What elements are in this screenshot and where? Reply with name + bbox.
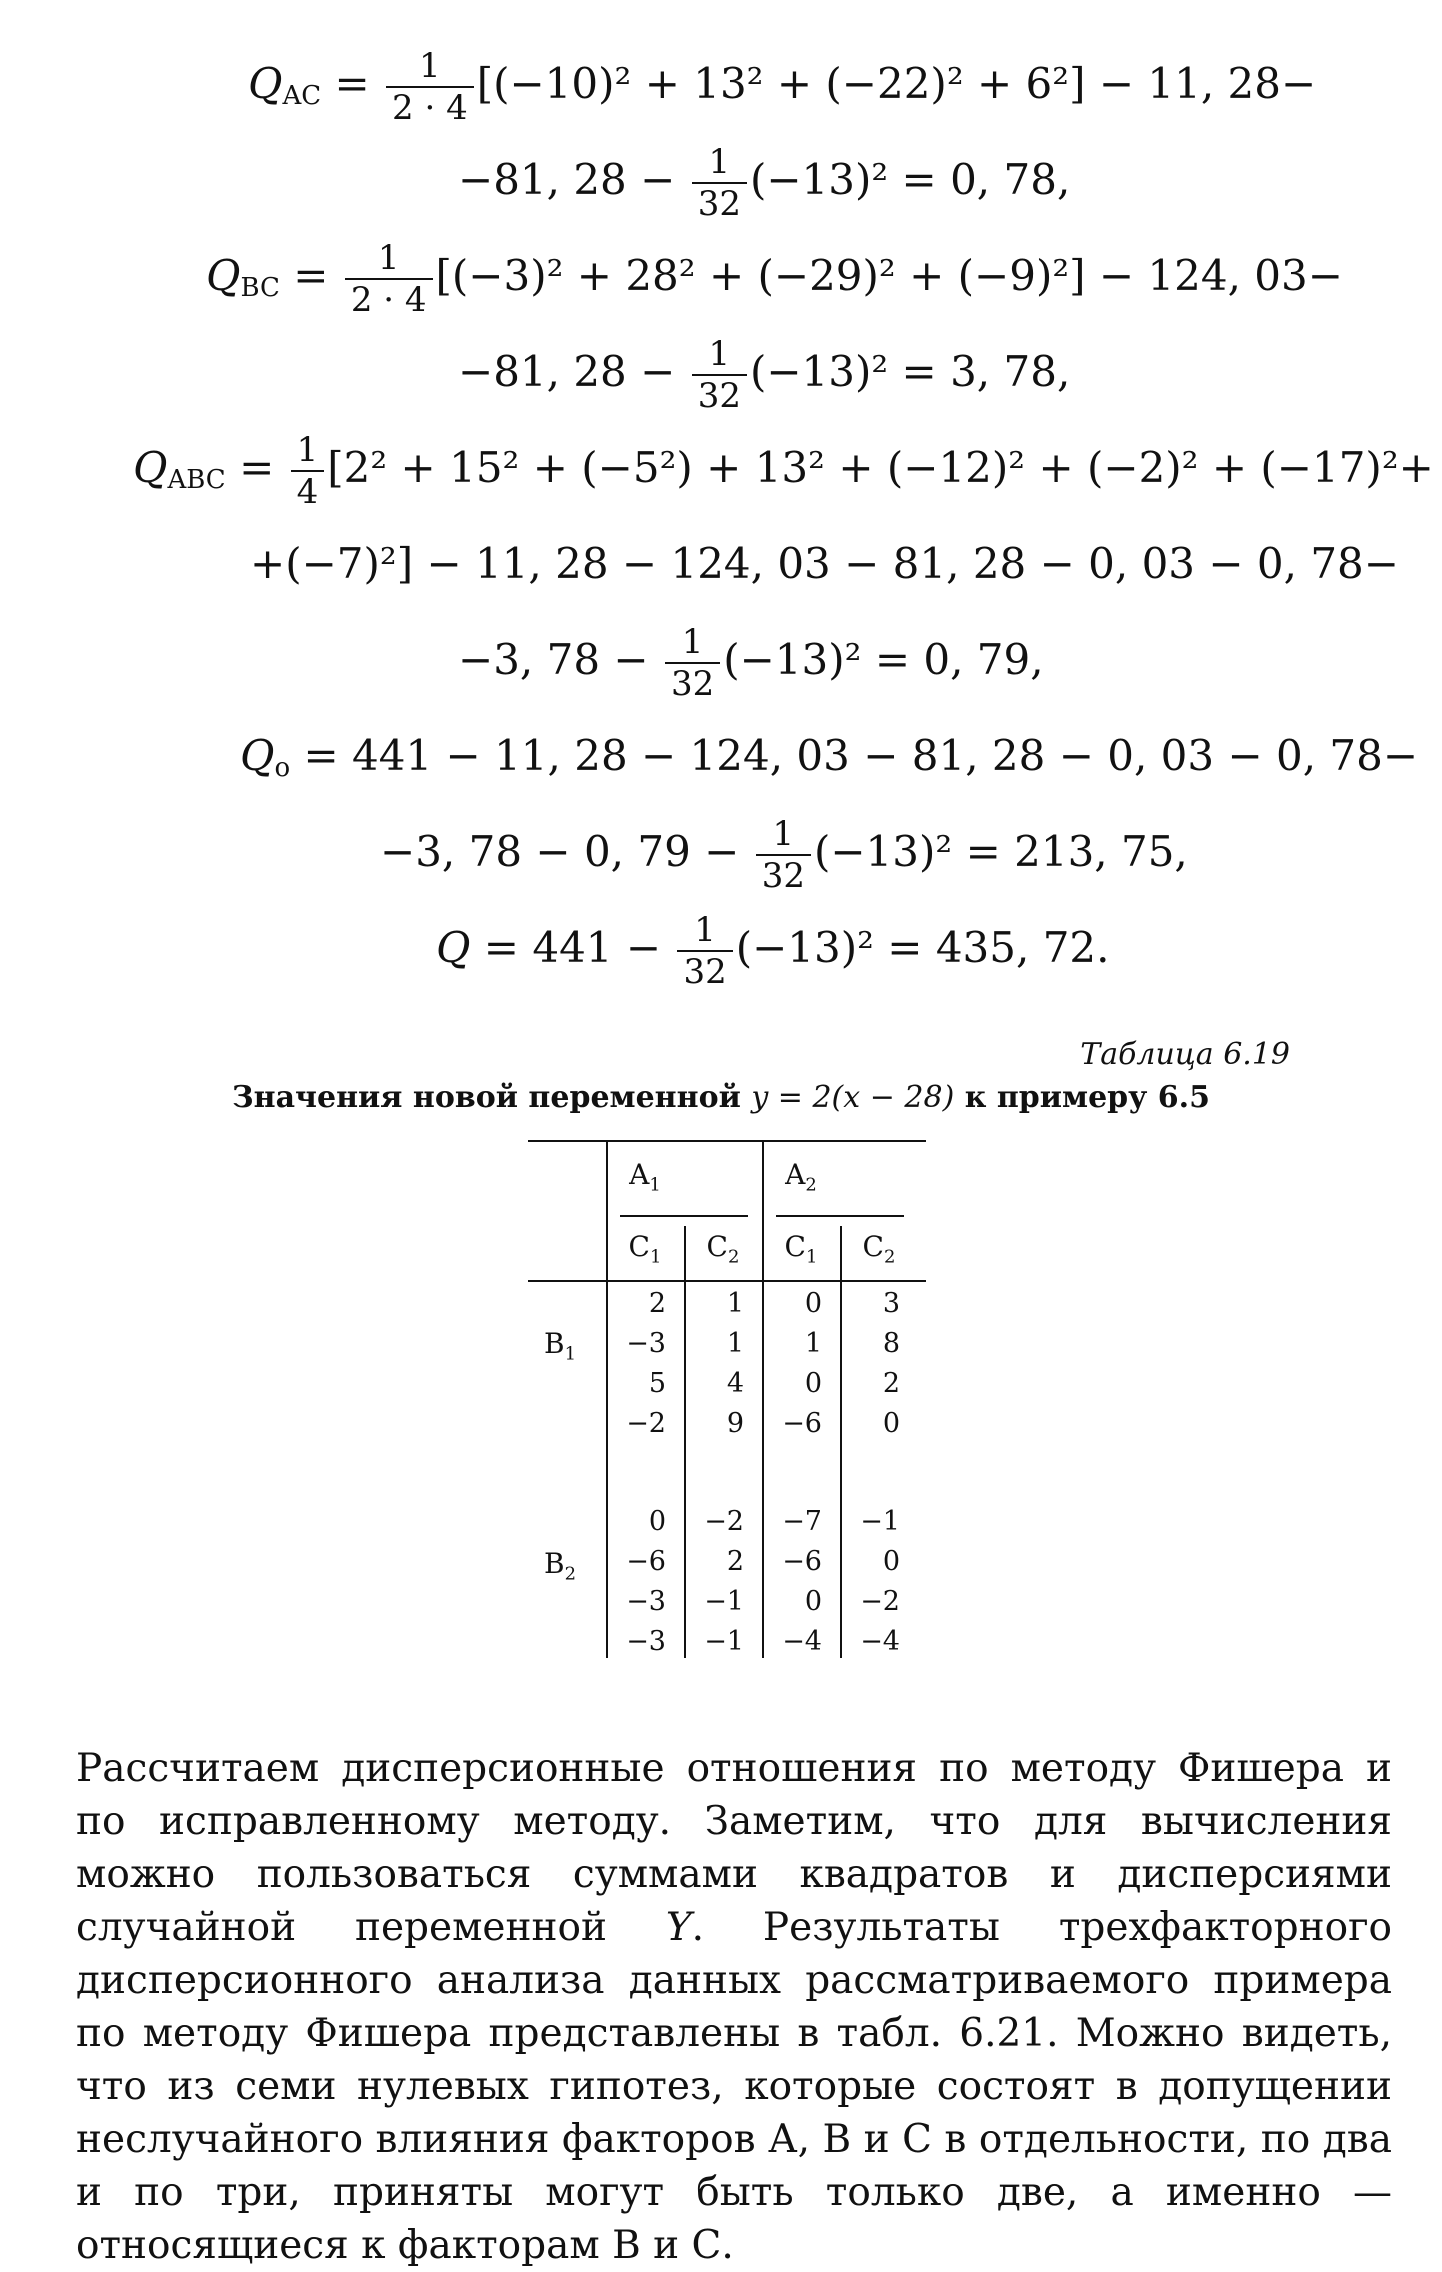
fraction <box>386 46 474 128</box>
fraction <box>692 334 747 416</box>
table-cell: −2 <box>860 1586 900 1617</box>
table-cell: −4 <box>782 1626 822 1657</box>
column-header <box>839 1230 919 1268</box>
table-cell: 0 <box>882 1408 900 1439</box>
table-cell: −6 <box>782 1546 822 1577</box>
fraction-denominator: 32 <box>697 184 741 224</box>
table-group-rule-a1 <box>620 1215 748 1217</box>
paragraph-part1: Рассчитаем дисперсионные отношения по методу Фишера и по исправленному методу. Заметим, что для вычисления можно пользоваться суммами квадратов и дисперсиями случайной переменной <box>76 1746 1392 1950</box>
equation-lhs-subscript: BC <box>240 273 280 303</box>
equation-lhs <box>248 59 322 111</box>
equation-lhs <box>436 923 470 972</box>
equation-content <box>250 516 1399 612</box>
fraction-numerator: 1 <box>291 430 325 472</box>
equation-line <box>0 516 1442 612</box>
equation-lhs-symbol: Q <box>436 923 471 972</box>
equation-content <box>133 420 1434 528</box>
table-caption-title-post: к примеру 6.5 <box>954 1080 1210 1115</box>
fraction-numerator: 1 <box>345 238 433 280</box>
table-caption-title <box>0 1080 1442 1115</box>
equation-remainder: (−13)² = 0, 78, <box>749 155 1071 204</box>
table-cell: −1 <box>704 1626 744 1657</box>
equation-remainder: [(−10)² + 13² + (−22)² + 6²] − 11, 28− <box>476 59 1317 108</box>
equals-sign: = <box>239 443 275 492</box>
column-group-header <box>605 1158 685 1196</box>
row-label-letter: B <box>544 1547 565 1580</box>
equation-lhs-symbol: Q <box>240 731 275 780</box>
paragraph-variable: Y <box>665 1905 692 1950</box>
table-cell: −3 <box>626 1586 666 1617</box>
column-group-subscript: 1 <box>649 1174 661 1196</box>
equation-content <box>436 900 1110 996</box>
column-header-letter: C <box>862 1230 884 1263</box>
table-cell: −4 <box>860 1626 900 1657</box>
row-label-letter: B <box>544 1327 565 1360</box>
fraction <box>291 430 325 512</box>
table-cell: −6 <box>626 1546 666 1577</box>
table-cell: −6 <box>782 1408 822 1439</box>
equation-remainder: [(−3)² + 28² + (−29)² + (−9)²] − 124, 03− <box>435 251 1343 300</box>
equals-sign: = <box>334 59 370 108</box>
equation-remainder: (−13)² = 213, 75, <box>813 827 1188 876</box>
table-caption-title-formula: y = 2(x − 28) <box>751 1080 955 1115</box>
fraction <box>345 238 433 320</box>
table-cell: 1 <box>804 1328 822 1359</box>
fraction-denominator: 2 · 4 <box>392 88 468 128</box>
equation-prefix: +(−7)²] − 11, 28 − 124, 03 − 81, 28 − 0, 03 − 0, 78− <box>250 539 1399 588</box>
fraction-denominator: 4 <box>296 472 319 512</box>
equation-content <box>206 228 1343 336</box>
equals-sign: = <box>483 923 519 972</box>
table-cell: −2 <box>626 1408 666 1439</box>
equation-lhs <box>240 731 291 783</box>
table-cell: 4 <box>726 1368 744 1399</box>
table-cell: −3 <box>626 1328 666 1359</box>
equation-line <box>0 132 1442 228</box>
equation-content <box>458 612 1044 708</box>
fraction <box>665 622 720 704</box>
equation-lhs-subscript: ABC <box>167 465 226 495</box>
fraction-numerator: 1 <box>692 334 747 376</box>
equals-sign: = <box>293 251 329 300</box>
row-label <box>544 1547 576 1585</box>
column-header-subscript: 2 <box>727 1246 740 1268</box>
table-cell: 1 <box>726 1328 744 1359</box>
equation-content <box>248 36 1316 144</box>
column-group-subscript: 2 <box>805 1174 817 1196</box>
row-label-subscript: 2 <box>564 1563 577 1585</box>
equation-lhs-subscript: AC <box>282 81 322 111</box>
row-label <box>544 1327 576 1365</box>
equation-prefix: −3, 78 − <box>458 635 649 684</box>
fraction <box>692 142 747 224</box>
equation-remainder: 441 − 11, 28 − 124, 03 − 81, 28 − 0, 03 − 0, 78− <box>352 731 1419 780</box>
equation-prefix: −81, 28 − <box>458 155 676 204</box>
table-cell: 9 <box>726 1408 744 1439</box>
fraction-denominator: 32 <box>761 856 805 896</box>
fraction-denominator: 32 <box>697 376 741 416</box>
table-cell: 0 <box>804 1368 822 1399</box>
equation-line <box>0 804 1442 900</box>
equation-content <box>458 132 1070 228</box>
equation-prefix: −81, 28 − <box>458 347 676 396</box>
table-cell: 5 <box>648 1368 666 1399</box>
data-table <box>528 1140 928 1660</box>
table-group-rule-a2 <box>776 1215 904 1217</box>
fraction-denominator: 32 <box>683 952 727 992</box>
column-group-letter: A <box>785 1158 806 1191</box>
equation-line <box>0 612 1442 708</box>
fraction-numerator: 1 <box>677 910 732 952</box>
table-cell: −7 <box>782 1506 822 1537</box>
column-header <box>605 1230 685 1268</box>
table-cell: 0 <box>804 1288 822 1319</box>
fraction-numerator: 1 <box>756 814 811 856</box>
column-header-letter: C <box>706 1230 728 1263</box>
equation-lhs-symbol: Q <box>206 251 241 300</box>
fraction-numerator: 1 <box>692 142 747 184</box>
fraction-numerator: 1 <box>386 46 474 88</box>
table-cell: 8 <box>882 1328 900 1359</box>
equation-line <box>0 420 1442 516</box>
equation-content <box>240 708 1418 816</box>
table-cell: 0 <box>648 1506 666 1537</box>
column-header-subscript: 1 <box>805 1246 818 1268</box>
table-caption-number: Таблица 6.19 <box>1080 1037 1290 1072</box>
column-header-letter: C <box>784 1230 806 1263</box>
equation-remainder: (−13)² = 0, 79, <box>723 635 1044 684</box>
paragraph-part2: . Результаты трехфакторного дисперсионного анализа данных рассматриваемого примера по методу Фишера представлены в табл. 6.21. Можно видеть, что из семи нулевых гипотез, которые состоят в допущении неслучайного влияния факторов А, В и С в отдельности, по два и по три, приняты могут быть только две, а именно — относящиеся к факторам В и С. <box>76 1905 1392 2268</box>
equation-prefix: 441 − <box>532 923 662 972</box>
fraction-denominator: 32 <box>670 664 715 704</box>
column-group-letter: A <box>629 1158 650 1191</box>
table-cell: 3 <box>882 1288 900 1319</box>
row-label-subscript: 1 <box>564 1343 577 1365</box>
equals-sign: = <box>303 731 339 780</box>
equation-line <box>0 900 1442 996</box>
equation-lhs <box>206 251 280 303</box>
table-cell: 2 <box>648 1288 666 1319</box>
equation-lhs-subscript: o <box>274 753 291 783</box>
body-paragraph <box>76 1742 1392 2272</box>
equation-content <box>458 324 1070 420</box>
table-cell: −3 <box>626 1626 666 1657</box>
column-header-letter: C <box>628 1230 650 1263</box>
table-cell: −1 <box>860 1506 900 1537</box>
table-cell: −2 <box>704 1506 744 1537</box>
equation-line <box>0 708 1442 804</box>
fraction-denominator: 2 · 4 <box>350 280 427 320</box>
table-divider-rowlabels <box>606 1140 608 1658</box>
fraction <box>756 814 811 896</box>
table-cell: 2 <box>726 1546 744 1577</box>
table-divider-groups <box>762 1140 764 1658</box>
equation-line <box>0 324 1442 420</box>
equation-line <box>0 36 1442 132</box>
table-caption-title-pre: Значения новой переменной <box>232 1080 752 1115</box>
table-cell: 2 <box>882 1368 900 1399</box>
table-header-rule <box>528 1280 926 1282</box>
equation-lhs-symbol: Q <box>133 443 168 492</box>
table-cell: −1 <box>704 1586 744 1617</box>
table-cell: 0 <box>804 1586 822 1617</box>
fraction <box>677 910 732 992</box>
equation-remainder: [2² + 15² + (−5²) + 13² + (−12)² + (−2)² + (−17)²+ <box>327 443 1434 492</box>
table-cell: 0 <box>882 1546 900 1577</box>
column-group-header <box>761 1158 841 1196</box>
equation-lhs <box>133 443 226 495</box>
equation-content <box>380 804 1188 900</box>
equation-remainder: (−13)² = 435, 72. <box>735 923 1110 972</box>
column-header <box>761 1230 841 1268</box>
equation-remainder: (−13)² = 3, 78, <box>749 347 1071 396</box>
fraction-numerator: 1 <box>665 622 720 664</box>
column-header <box>683 1230 763 1268</box>
table-cell: 1 <box>726 1288 744 1319</box>
equation-lhs-symbol: Q <box>248 59 283 108</box>
column-header-subscript: 1 <box>649 1246 662 1268</box>
column-header-subscript: 2 <box>883 1246 896 1268</box>
equation-line <box>0 228 1442 324</box>
equation-prefix: −3, 78 − 0, 79 − <box>380 827 740 876</box>
table-top-rule <box>528 1140 926 1142</box>
